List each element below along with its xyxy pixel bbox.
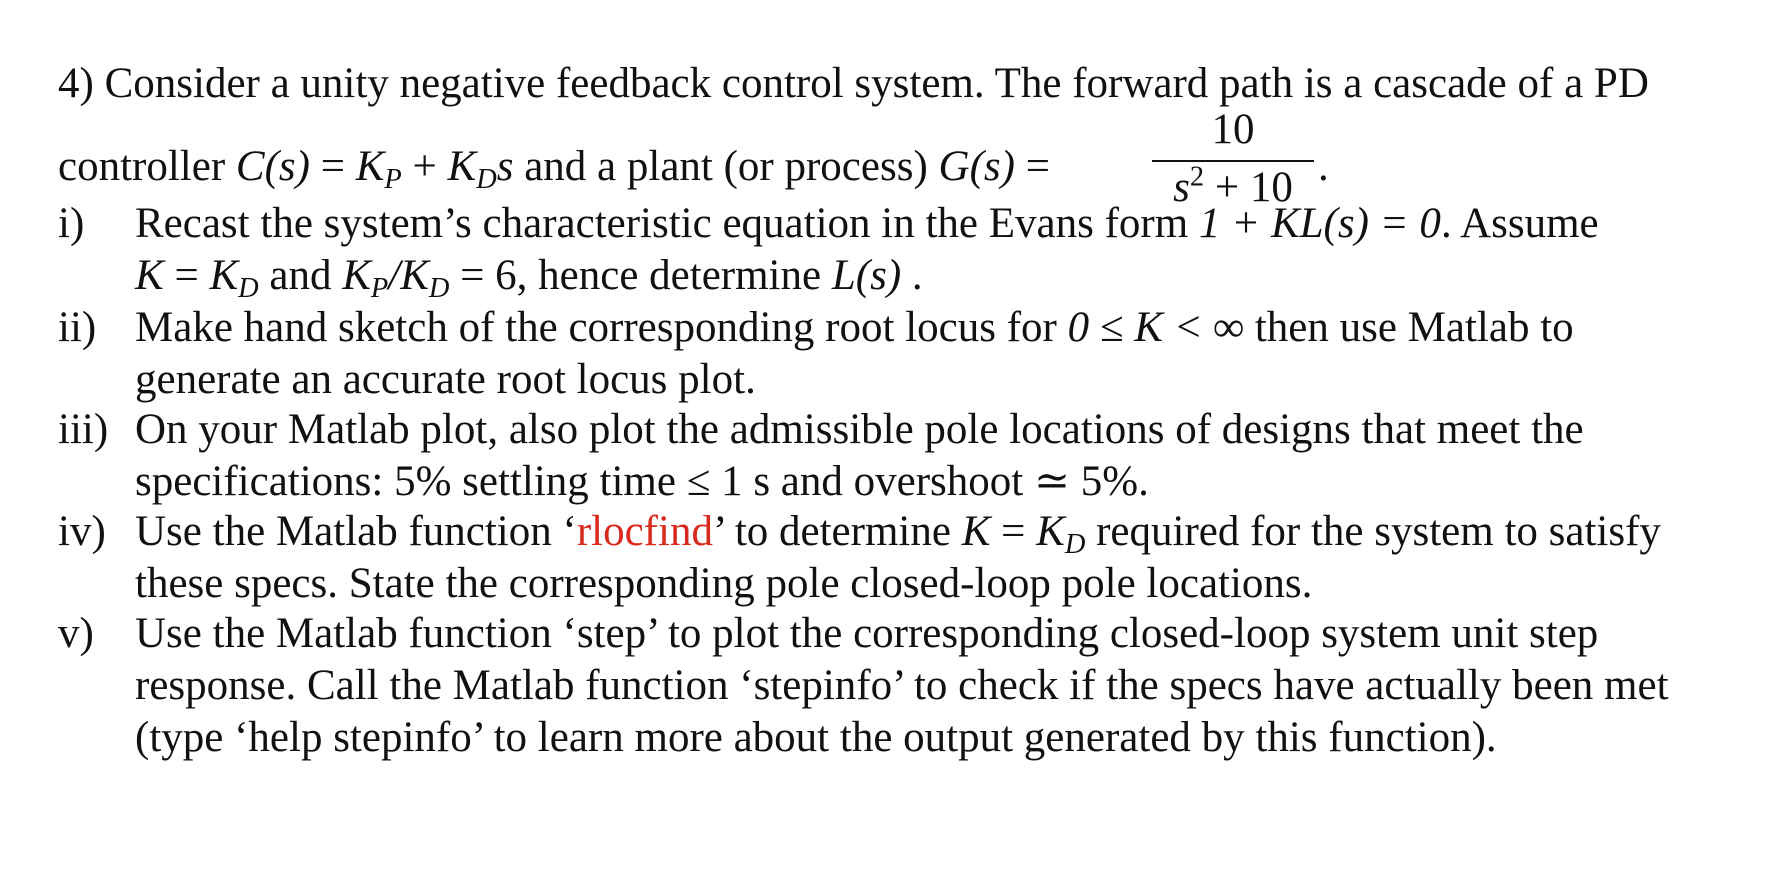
gain-range: 0 ≤ K < ∞ (1067, 304, 1245, 351)
intro-controller-text: controller (58, 143, 236, 190)
list-item-i (0, 198, 1775, 304)
list-item-v (0, 608, 1775, 768)
plant-denominator: $s^2 + 10$ (1173, 161, 1293, 211)
plus-sign: + (401, 143, 448, 190)
list-item-iv (0, 506, 1775, 606)
list-item-iii (0, 404, 1775, 504)
item-marker: i) (58, 200, 85, 247)
problem-intro-line1 (58, 58, 1649, 110)
kp-symbol: $K_P$ (355, 143, 402, 195)
item-i-line2: $K = K_D$ and $K_P/K_D = 6$, hence determine L(s) . (135, 252, 923, 304)
item-iii-line2: specifications: 5% settling time ≤ 1 s and overshoot ≃ 5%. (135, 458, 1149, 505)
plant-lhs: G(s) (938, 143, 1015, 190)
item-v-line1: Use the Matlab function ‘step’ to plot the corresponding closed-loop system unit step (135, 610, 1599, 657)
fraction-bar (1152, 160, 1314, 162)
item-ii-line2: generate an accurate root locus plot. (135, 356, 756, 403)
rlocfind-function: rlocfind (576, 508, 713, 555)
item-iv-line2: these specs. State the corresponding pole closed-loop pole locations. (135, 560, 1313, 607)
problem-number: 4) (58, 60, 94, 107)
plant-fraction (1152, 106, 1314, 211)
controller-lhs: C(s) (235, 143, 310, 190)
problem-intro-line2 (58, 141, 1061, 193)
item-ii-line1: Make hand sketch of the corresponding root locus for 0 ≤ K < ∞ then use Matlab to (135, 304, 1574, 351)
item-marker: iii) (58, 406, 109, 453)
intro-plant-text: and a plant (or process) (513, 143, 939, 190)
item-marker: ii) (58, 304, 97, 351)
item-v-line2: response. Call the Matlab function ‘stepinfo’ to check if the specs have actually been met (135, 662, 1669, 709)
item-i-line1: Recast the system’s characteristic equation in the Evans form 1 + KL(s) = 0. Assume (135, 200, 1599, 247)
list-item-ii (0, 302, 1775, 402)
plant-period: . (1318, 143, 1329, 190)
kd-symbol: $K_Ds$ (447, 143, 514, 195)
item-iii-line1: On your Matlab plot, also plot the admissible pole locations of designs that meet the (135, 406, 1584, 453)
evans-form: 1 + KL(s) = 0 (1198, 200, 1441, 247)
item-marker: v) (58, 610, 94, 657)
item-iv-line1: Use the Matlab function ‘rlocfind’ to determine $K = K_D$ required for the system to satisfy (135, 508, 1661, 560)
item-marker: iv) (58, 508, 106, 555)
controller-equals: = (309, 143, 356, 190)
plant-equals: = (1014, 143, 1061, 190)
plant-numerator: 10 (1211, 106, 1255, 153)
item-v-line3: (type ‘help stepinfo’ to learn more about the output generated by this function). (135, 714, 1497, 761)
problem-intro-text: Consider a unity negative feedback control system. The forward path is a cascade of a PD (104, 60, 1649, 107)
